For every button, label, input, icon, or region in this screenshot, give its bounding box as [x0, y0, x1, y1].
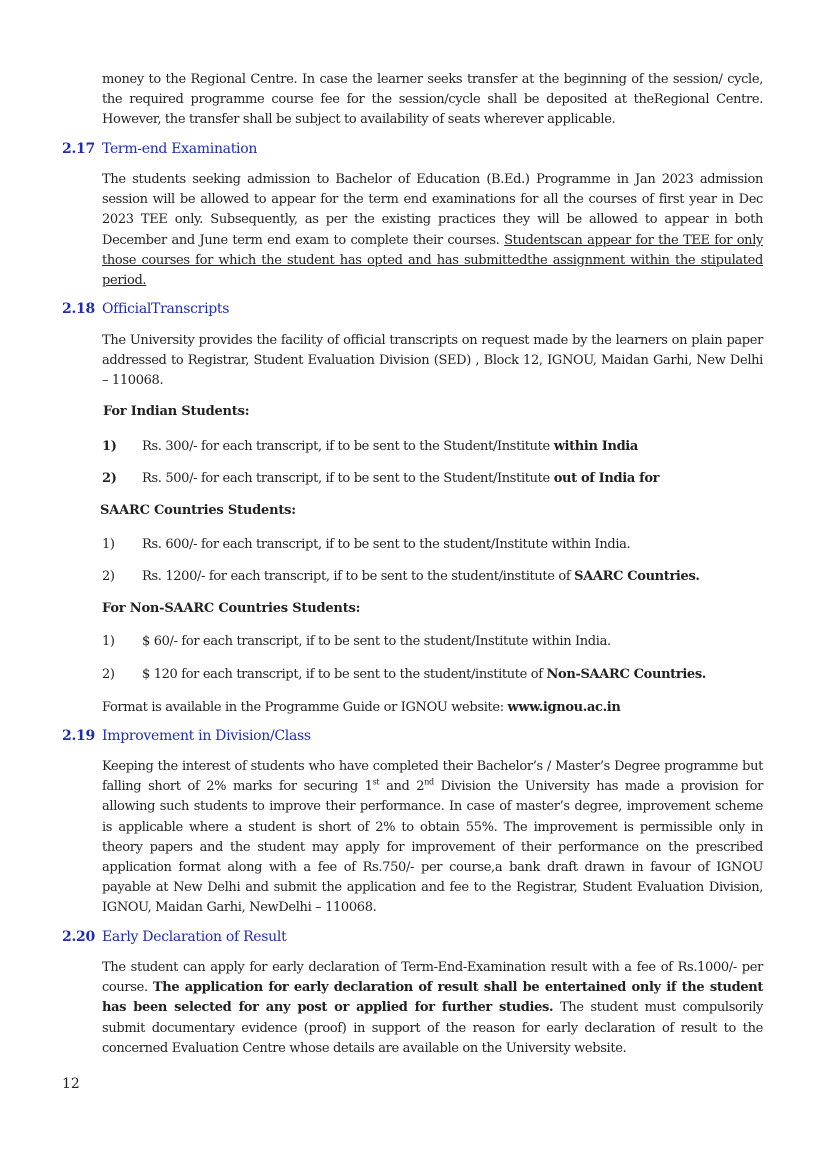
section-heading-2-18 [62, 301, 229, 317]
list-text: Rs. 600/- for each transcript, if to be sent to the student/Institute within India. [142, 537, 631, 552]
list-item [102, 536, 763, 554]
section-title: Improvement in Division/Class [102, 728, 311, 744]
list-item [102, 438, 763, 456]
section-title: Term-end Examination [102, 141, 258, 157]
indian-students-heading: For Indian Students: [103, 404, 250, 419]
ordinal-superscript: nd [424, 777, 434, 787]
early-declaration-paragraph [102, 958, 763, 1059]
list-number: 1) [102, 537, 115, 552]
section-title: OfficialTranscripts [102, 301, 230, 317]
early-declaration-bold-text: The application for early declaration of result shall be entertained only if the student has been selected for any post or applied for further studies. [102, 980, 763, 1016]
section-number: 2.19 [62, 728, 95, 744]
term-end-text: The students seeking admission to Bachelor of Education (B.Ed.) Programme in Jan 2023 admission session will be allowed to appear for the term end examinations for all the courses of first year in Dec 2023 TEE only. Subsequently, as per the existing practices they will be allowed to appear in both December and June term end exam to complete their courses. [102, 172, 763, 248]
format-text: Format is available in the Programme Guide or IGNOU website: [102, 700, 508, 715]
section-heading-2-17 [62, 141, 257, 157]
page-number: 12 [62, 1076, 80, 1092]
improvement-paragraph [102, 757, 763, 919]
list-bold-text: SAARC Countries. [574, 569, 700, 584]
list-text: Rs. 500/- for each transcript, if to be sent to the Student/Institute [142, 471, 554, 486]
list-bold-text: out of India for [553, 471, 660, 486]
section-number: 2.17 [62, 141, 95, 157]
list-number: 1) [102, 439, 117, 454]
list-text: $ 60/- for each transcript, if to be sent to the student/Institute within India. [142, 634, 611, 649]
list-item [102, 568, 763, 586]
list-number: 1) [102, 634, 115, 649]
section-number: 2.18 [62, 301, 95, 317]
section-heading-2-19 [62, 728, 311, 744]
list-text: $ 120 for each transcript, if to be sent to the student/institute of [142, 667, 547, 682]
list-number: 2) [102, 667, 115, 682]
ordinal-superscript: st [372, 777, 380, 787]
list-text: Rs. 1200/- for each transcript, if to be sent to the student/institute of [142, 569, 575, 584]
saarc-students-heading: SAARC Countries Students: [100, 503, 296, 518]
section-number: 2.20 [62, 929, 95, 945]
list-bold-text: Non-SAARC Countries. [546, 667, 706, 682]
format-note [102, 699, 763, 717]
improvement-text-part: Keeping the interest of students who have completed their Bachelor’s / Master’s Degree programme but falling short of 2% marks for securing 1 [102, 759, 763, 795]
transcripts-paragraph: The University provides the facility of official transcripts on request made by the learners on plain paper addressed to Registrar, Student Evaluation Division (SED) , Block 12, IGNOU, Maidan Garhi, New Delhi – 110068. [102, 333, 763, 389]
list-item [102, 470, 763, 488]
ignou-website-link[interactable]: www.ignou.ac.in [507, 700, 621, 715]
improvement-text-part: Division the University has made a provision for allowing such students to improve their performance. In case of master’s degree, improvement scheme is applicable where a student is short of 2% to obtain 55%. The improvement is permissible only in theory papers and the student may apply for improvement of their performance on the prescribed application format along with a fee of Rs.750/- per course,a bank draft drawn in favour of IGNOU payable at New Delhi and submit the application and fee to the Registrar, Student Evaluation Division, IGNOU, Maidan Garhi, NewDelhi – 110068. [102, 779, 763, 916]
term-end-paragraph [102, 170, 763, 291]
term-end-underlined-text: Studentscan appear for the TEE for only those courses for which the student has opted and has submittedthe assignment within the stipulated period. [102, 232, 764, 289]
non-saarc-students-heading: For Non-SAARC Countries Students: [102, 601, 361, 616]
list-number: 2) [102, 471, 117, 486]
list-text: Rs. 300/- for each transcript, if to be sent to the Student/Institute [142, 439, 554, 454]
list-number: 2) [102, 569, 115, 584]
early-declaration-text: The student can apply for early declaration of Term-End-Examination result with a fee of Rs.1000/- per course. [102, 960, 763, 996]
list-item [102, 666, 763, 684]
section-title: Early Declaration of Result [102, 929, 287, 945]
intro-paragraph: money to the Regional Centre. In case the learner seeks transfer at the beginning of the session/ cycle, the required programme course fee for the session/cycle shall be deposited at theRegional Centre. However, the transfer shall be subject to availability of seats wherever applicable. [102, 72, 763, 128]
list-bold-text: within India [553, 439, 638, 454]
improvement-text-part: and 2 [379, 779, 425, 795]
list-item [102, 633, 763, 651]
section-heading-2-20 [62, 929, 286, 945]
early-declaration-text: The student must compulsorily submit documentary evidence (proof) in support of the reason for early declaration of result to the concerned Evaluation Centre whose details are available on the University website. [102, 1000, 763, 1056]
